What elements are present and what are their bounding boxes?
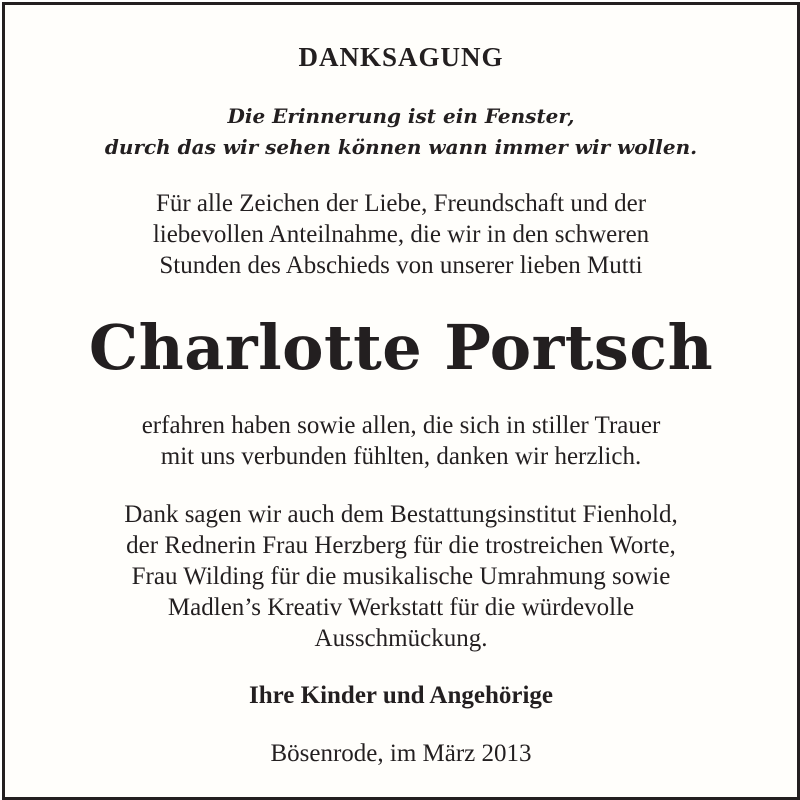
text-line: Stunden des Abschieds von unserer lieben Mutti <box>159 252 643 279</box>
memorial-quote <box>5 101 797 163</box>
obituary-thank-you-notice <box>2 2 800 800</box>
text-line: liebevollen Anteilnahme, die wir in den schweren <box>152 221 650 248</box>
intro-paragraph <box>5 188 797 281</box>
text-line: Ausschmückung. <box>314 625 488 652</box>
quote-line: durch das wir sehen können wann immer wir wollen. <box>104 135 698 159</box>
text-line: Madlen’s Kreativ Werkstatt für die würdevolle <box>167 594 635 621</box>
text-line: mit uns verbunden fühlten, danken wir herzlich. <box>160 443 642 470</box>
notice-heading: DANKSAGUNG <box>298 42 504 72</box>
text-line: Für alle Zeichen der Liebe, Freundschaft und der <box>155 190 647 217</box>
text-line: erfahren haben sowie allen, die sich in stiller Trauer <box>141 412 661 439</box>
family-signature: Ihre Kinder und Angehörige <box>249 682 553 709</box>
text-line: Frau Wilding für die musikalische Umrahmung sowie <box>131 563 671 590</box>
place-and-date: Bösenrode, im März 2013 <box>270 740 532 767</box>
quote-line: Die Erinnerung ist ein Fenster, <box>227 104 575 128</box>
text-line: der Rednerin Frau Herzberg für die trostreichen Worte, <box>126 532 676 559</box>
continuation-paragraph <box>5 410 797 472</box>
text-line: Dank sagen wir auch dem Bestattungsinstitut Fienhold, <box>124 501 678 528</box>
deceased-name: Charlotte Portsch <box>88 311 714 384</box>
special-thanks-paragraph <box>5 499 797 654</box>
